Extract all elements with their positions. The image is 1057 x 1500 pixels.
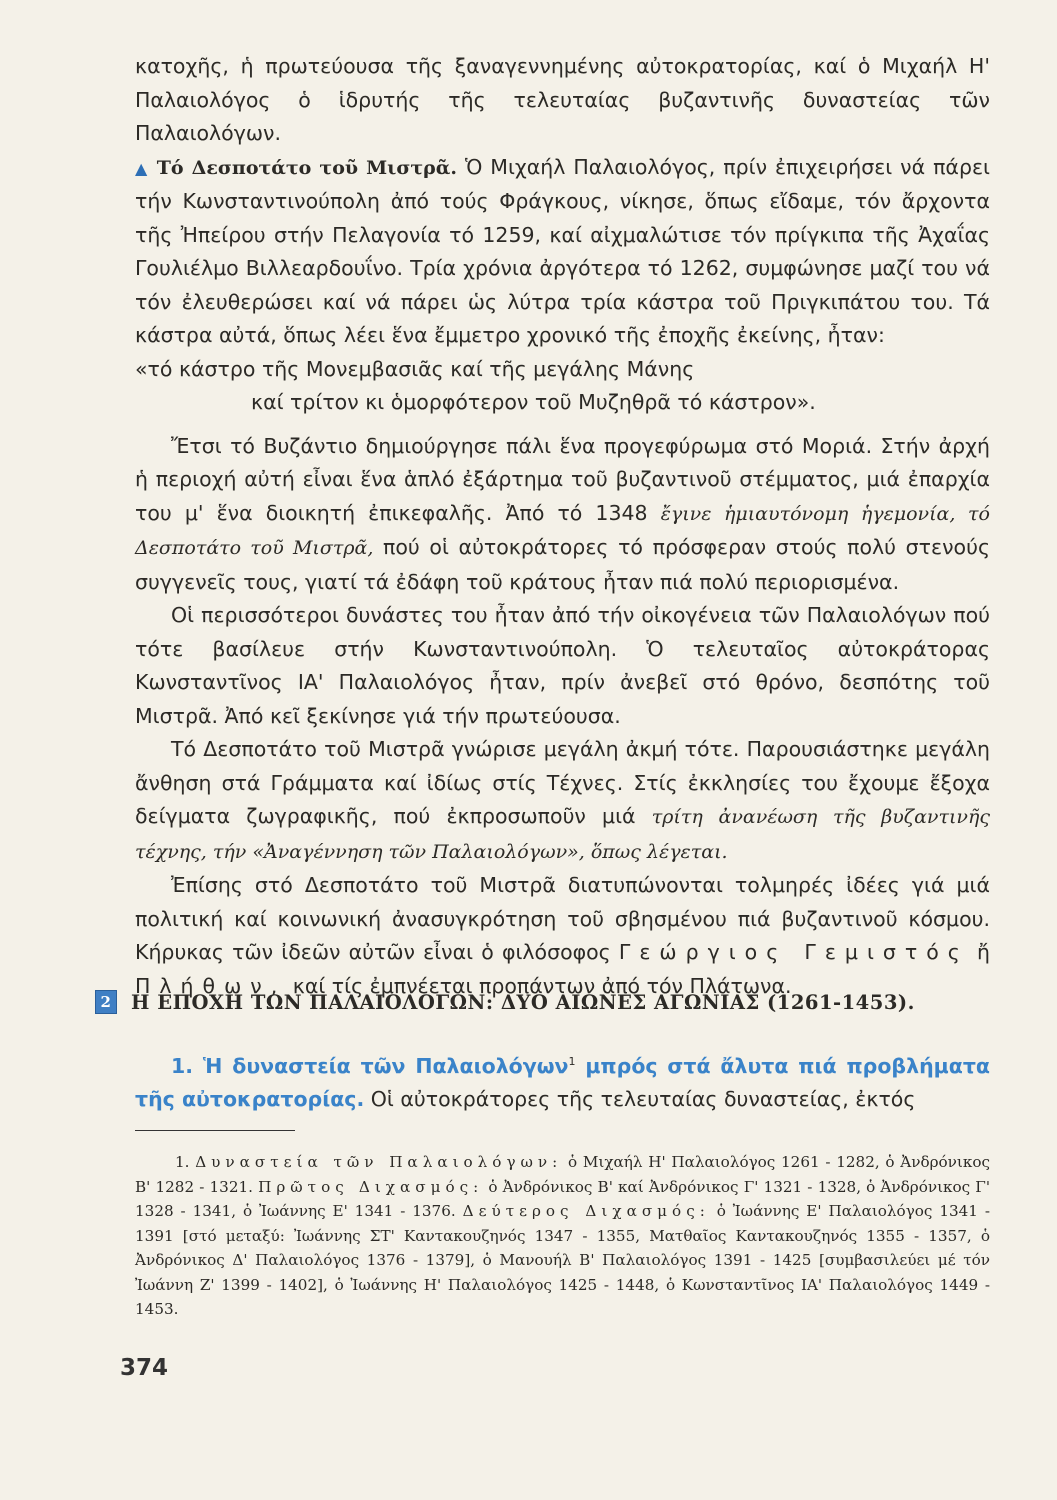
p2-italic: ἔγινε ἡμιαυτόνομη ἡγεμονία, τό Δεσποτάτο τοῦ Μιστρᾶ, <box>135 502 990 559</box>
mistra-paragraph <box>135 151 990 353</box>
p2-end: πού οἱ αὐτοκράτορες τό πρόσφεραν στούς πολύ στενούς συγγενεῖς τους, γιατί τά ἐδάφη τοῦ κράτους ἦταν πιά πολύ περιορισμένα. <box>135 535 990 594</box>
p4-italic: τρίτη ἀνανέωση τῆς βυζαντινῆς τέχνης, τήν «Ἀναγέννηση τῶν Παλαιολόγων», ὅπως λέγεται. <box>135 806 990 863</box>
name-plethon: Πλήθων, <box>135 973 287 998</box>
verse-line-2: καί τρίτον κι ὁμορφότερον τοῦ Μυζηθρᾶ τό κάστρον». <box>251 390 816 414</box>
section-title: Η ΕΠΟΧΗ ΤΩΝ ΠΑΛΑΙΟΛΟΓΩΝ: ΔΥΟ ΑΙΩΝΕΣ ΑΓΩΝΙΑΣ (1261-1453). <box>131 990 915 1014</box>
section-heading <box>95 990 995 1014</box>
paragraph-4 <box>135 733 990 869</box>
p5-start: Ἐπίσης στό Δεσποτάτο τοῦ Μιστρᾶ διατυπώνονται τολμηρές ἰδέες γιά μιά πολιτική καί κοινωνική ἀνασυγκρότηση τοῦ σβησμένου πιά βυζαντινοῦ κόσμου. Κήρυκας τῶν ἰδεῶν αὐτῶν εἶναι ὁ φιλόσοφος <box>135 873 990 964</box>
paragraph-5 <box>135 869 990 1003</box>
footnote-mark: 1 <box>568 1055 576 1068</box>
footnote-title: Δυναστεία τῶν Παλαιολόγων: <box>195 1153 563 1171</box>
p2-start: Ἔτσι τό Βυζάντιο δημιούργησε πάλι ἕνα προγεφύρωμα στό Μοριά. Στήν ἀρχή ἡ περιοχή αὐτή εἶναι ἕνα ἁπλό ἐξάρτημα τοῦ βυζαντινοῦ στέμματος, μιά ἐπαρχία του μ' ἕνα διοικητή ἐπικεφαλῆς. Ἀπό τό 1348 <box>135 433 990 525</box>
page-number: 374 <box>120 1355 169 1381</box>
mistra-body: Ὁ Μιχαήλ Παλαιολόγος, πρίν ἐπιχειρήσει νά πάρει τήν Κωνσταντινούπολη ἀπό τούς Φράγκους, νίκησε, ὅπως εἴδαμε, τόν ἄρχοντα τῆς Ἠπείρου στήν Πελαγονία τό 1259, καί αἰχμαλώτισε τόν πρίγκιπα τῆς Ἀχαΐας Γουλιέλμο Βιλλεαρδουΐνο. Τρία χρόνια ἀργότερα τό 1262, συμφώνησε μαζί του νά τόν ἐλευθερώσει καί νά πάρει ὡς λύτρα τρία κάστρα τοῦ Πριγκιπάτου του. Τά κάστρα αὐτά, ὅπως λέει ἕνα ἔμμετρο χρονικό τῆς ἐποχῆς ἐκείνης, ἦταν: <box>135 154 990 347</box>
p5-end: καί τίς ἐμπνέεται προπάντων ἀπό τόν Πλάτωνα. <box>292 973 792 998</box>
intro-paragraph: κατοχῆς, ἡ πρωτεύουσα τῆς ξαναγεννημένης αὐτοκρατορίας, καί ὁ Μιχαήλ Η' Παλαιολόγος ὁ ἱδρυτής τῆς τελευταίας βυζαντινῆς δυναστείας τῶν Παλαιολόγων. <box>135 54 990 145</box>
subsection-block <box>135 1045 990 1117</box>
p4-start: Τό Δεσποτάτο τοῦ Μιστρᾶ γνώρισε μεγάλη ἀκμή τότε. Παρουσιάστηκε μεγάλη ἄνθηση στά Γράμματα καί ἰδίως στίς Τέχνες. Στίς ἐκκλησίες του ἔχουμε ἔξοχα δείγματα ζωγραφικῆς, πού ἐκπροσωποῦν μιά <box>135 737 990 828</box>
subsection-heading-b: μπρός στά ἄλυτα πιά προβλήματα τῆς αὐτοκρατορίας. <box>135 1053 990 1112</box>
subsection-heading-a: 1. Ἡ δυναστεία τῶν Παλαιολόγων <box>171 1053 569 1078</box>
footnote-part1: ὁ Μιχαήλ Η' Παλαιολόγος 1261 - 1282, ὁ Ἀνδρόνικος Β' 1282 - 1321. <box>135 1153 991 1196</box>
triangle-bullet-icon: ▲ <box>135 158 149 178</box>
footnote <box>135 1150 990 1322</box>
subsection-body: Οἱ αὐτοκράτορες τῆς τελευταίας δυναστείας, ἐκτός <box>370 1087 916 1112</box>
p5-mid: ἤ <box>977 940 990 964</box>
mistra-subhead: Τό Δεσποτάτο τοῦ Μιστρᾶ. <box>156 156 457 179</box>
footnote-part3: ὁ Ἰωάννης Ε' Παλαιολόγος 1341 - 1391 [στό μεταξύ: Ἰωάννης ΣΤ' Καντακουζηνός 1347 - 1355, Ματθαῖος Καντακουζηνός 1355 - 1357, ὁ Ἀνδρόνικος Δ' Παλαιολόγος 1376 - 1379], ὁ Μανουήλ Β' Παλαιολόγος 1391 - 1425 [συμβασιλεύει μέ τόν Ἰωάννη Ζ' 1399 - 1402], ὁ Ἰωάννης Η' Παλαιολόγος 1425 - 1448, ὁ Κωνσταντῖνος ΙΑ' Παλαιολόγος 1449 - 1453. <box>135 1202 990 1318</box>
subsection-paragraph <box>135 1045 990 1117</box>
footnote-label: 1. <box>175 1153 190 1171</box>
footnote-title3: Δεύτερος Διχασμός: <box>462 1202 710 1220</box>
name-gemistos: Γεώργιος Γεμιστός <box>618 940 969 964</box>
paragraph-3: Οἱ περισσότεροι δυνάστες του ἦταν ἀπό τήν οἰκογένεια τῶν Παλαιολόγων πού τότε βασίλευε στήν Κωνσταντινούπολη. Ὁ τελευταῖος αὐτοκράτορας Κωνσταντῖνος ΙΑ' Παλαιολόγος ἦταν, πρίν ἀνεβεῖ στό θρόνο, δεσπότης τοῦ Μιστρᾶ. Ἀπό κεῖ ξεκίνησε γιά τήν πρωτεύουσα. <box>135 603 990 728</box>
footnote-part2: ὁ Ἀνδρόνικος Β' καί Ἀνδρόνικος Γ' 1321 - 1328, ὁ Ἀνδρόνικος Γ' 1328 - 1341, ὁ Ἰωάννης Ε' 1341 - 1376. <box>135 1177 991 1220</box>
verse-line-1: «τό κάστρο τῆς Μονεμβασιᾶς καί τῆς μεγάλης Μάνης <box>135 356 695 381</box>
footnote-title2: Πρῶτος Διχασμός: <box>258 1177 484 1196</box>
section-number-badge: 2 <box>95 990 117 1014</box>
footnote-divider <box>135 1130 295 1131</box>
paragraph-2 <box>135 430 990 600</box>
main-text <box>135 50 990 1003</box>
